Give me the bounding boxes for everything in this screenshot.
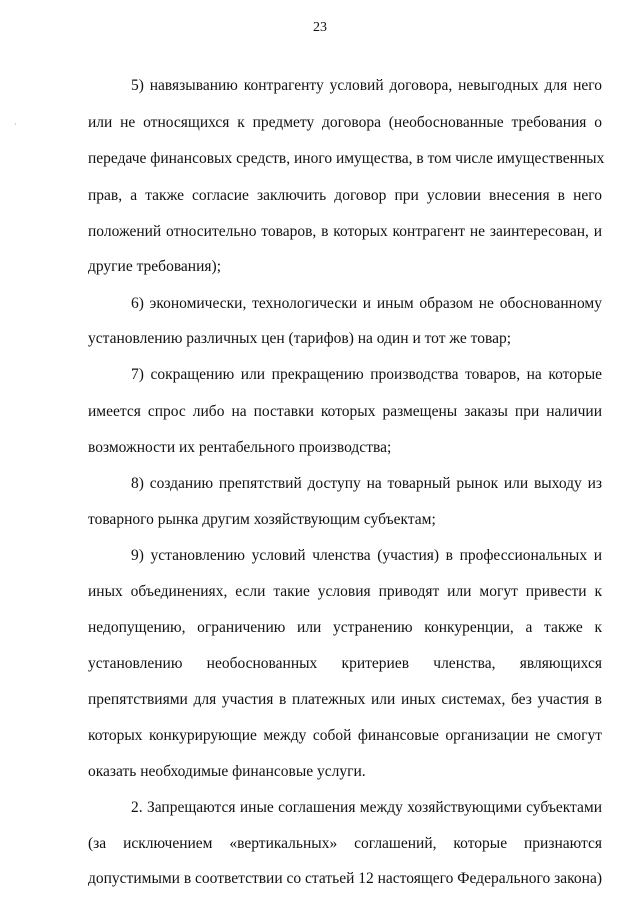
text-line: препятствиями для участия в платежных или иных системах, без участия в xyxy=(88,691,602,708)
text-line: допустимыми в соответствии со статьей 12 настоящего Федерального закона) xyxy=(88,870,602,887)
text-line: 2. Запрещаются иные соглашения между хозяйствующими субъектами xyxy=(131,799,602,816)
text-line: 8) созданию препятствий доступу на товарный рынок или выходу из xyxy=(131,475,602,492)
text-line: товарного рынка другим хозяйствующим субъектам; xyxy=(88,511,436,528)
text-line: 5) навязыванию контрагенту условий договора, невыгодных для него xyxy=(131,77,602,94)
text-line: установлению необоснованных критериев членства, являющихся xyxy=(88,655,602,672)
text-line: возможности их рентабельного производства; xyxy=(88,439,392,456)
text-line: передаче финансовых средств, иного имущества, в том числе имущественных xyxy=(88,150,605,167)
text-line: имеется спрос либо на поставки которых размещены заказы при наличии xyxy=(88,403,602,420)
text-line: 9) установлению условий членства (участия) в профессиональных и xyxy=(131,547,602,564)
text-line: оказать необходимые финансовые услуги. xyxy=(88,763,366,780)
text-line: прав, а также согласие заключить договор при условии внесения в него xyxy=(88,187,602,204)
text-line: установлению различных цен (тарифов) на один и тот же товар; xyxy=(88,330,512,347)
text-line: иных объединениях, если такие условия приводят или могут привести к xyxy=(88,583,602,600)
text-line: которых конкурирующие между собой финансовые организации не смогут xyxy=(88,727,602,744)
text-line: другие требования); xyxy=(88,258,221,275)
page-number: 23 xyxy=(313,20,327,35)
text-line: или не относящихся к предмету договора (необоснованные требования о xyxy=(88,114,602,131)
text-line: положений относительно товаров, в которых контрагент не заинтересован, и xyxy=(88,223,602,240)
margin-mark: · xyxy=(14,120,17,129)
text-line: 7) сокращению или прекращению производства товаров, на которые xyxy=(131,366,602,383)
text-line: (за исключением «вертикальных» соглашений, которые признаются xyxy=(88,835,602,852)
text-line: недопущению, ограничению или устранению конкуренции, а также к xyxy=(88,619,602,636)
text-line: 6) экономически, технологически и иным образом не обоснованному xyxy=(131,295,602,312)
